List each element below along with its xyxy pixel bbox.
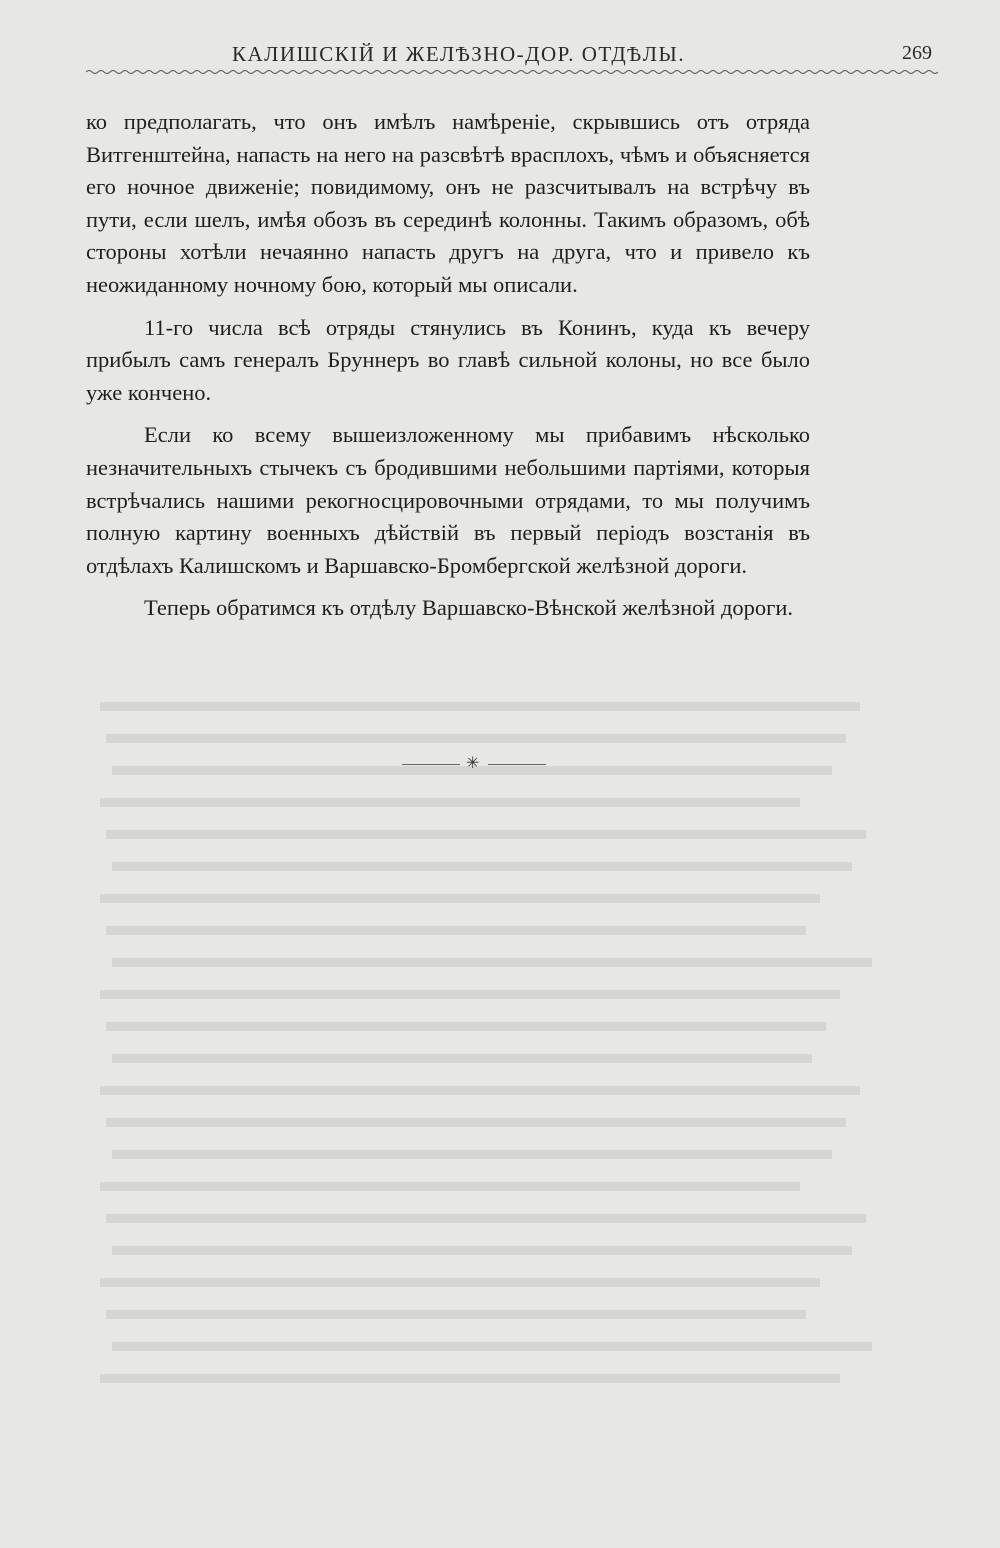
bleed-through-line <box>112 766 832 775</box>
bleed-through-line <box>100 798 800 807</box>
paragraph-3: Если ко всему вышеизложенному мы прибавимъ нѣсколько незначительныхъ стычекъ съ бродившими небольшими партіями, которыя встрѣчались нашими рекогносцировочными отрядами, то мы получимъ полную картину военныхъ дѣйствій въ первый періодъ возстанія въ отдѣлахъ Калишскомъ и Варшавско-Бромбергской желѣзной дороги. <box>86 422 810 578</box>
bleed-through-line <box>112 958 872 967</box>
running-title: КАЛИШСКІЙ И ЖЕЛѢЗНО-ДОР. ОТДѢЛЫ. <box>232 42 686 66</box>
bleed-through-line <box>106 1310 806 1319</box>
bleed-through-line <box>112 1150 832 1159</box>
bleed-through-line <box>100 1278 820 1287</box>
asterism-icon: ✳ <box>466 753 480 772</box>
bleed-through-line <box>100 990 840 999</box>
bleed-through-line <box>106 1118 846 1127</box>
bleed-through-line <box>100 1086 860 1095</box>
bleed-through-line <box>100 702 860 711</box>
bleed-through-line <box>100 894 820 903</box>
paragraph-2: 11-го числа всѣ отряды стянулись въ Конинъ, куда къ вечеру прибылъ самъ генералъ Бруннеръ во главѣ сильной колоны, но все было уже кончено. <box>86 314 810 405</box>
paragraph-1: ко предполагать, что онъ имѣлъ намѣреніе, скрывшись отъ отряда Витгенштейна, напасть на него на разсвѣтѣ врасплохъ, чѣмъ и объясняется его ночное движеніе; повидимому, онъ не разсчитывалъ на встрѣчу въ пути, если шелъ, имѣя обозъ въ серединѣ колонны. Такимъ образомъ, обѣ стороны хотѣли нечаянно напасть другъ на друга, что и привело къ неожиданному ночному бою, который мы описали. <box>86 109 810 297</box>
body-text <box>86 106 810 635</box>
bleed-through-line <box>106 830 866 839</box>
bleed-through-line <box>106 926 806 935</box>
bleed-through-line <box>112 1342 872 1351</box>
bleed-through-line <box>106 1022 826 1031</box>
bleed-through-line <box>112 862 852 871</box>
bleed-through-line <box>112 1054 812 1063</box>
paragraph-4: Теперь обратимся къ отдѣлу Варшавско-Вѣнской желѣзной дороги. <box>144 595 794 621</box>
bleed-through-line <box>112 1246 852 1255</box>
bleed-through-line <box>106 734 846 743</box>
bleed-through-texture <box>80 690 920 1430</box>
page-number: 269 <box>902 42 932 64</box>
bleed-through-line <box>100 1374 840 1383</box>
header-wavy-rule <box>86 66 938 78</box>
bleed-through-line <box>100 1182 800 1191</box>
bleed-through-line <box>106 1214 866 1223</box>
